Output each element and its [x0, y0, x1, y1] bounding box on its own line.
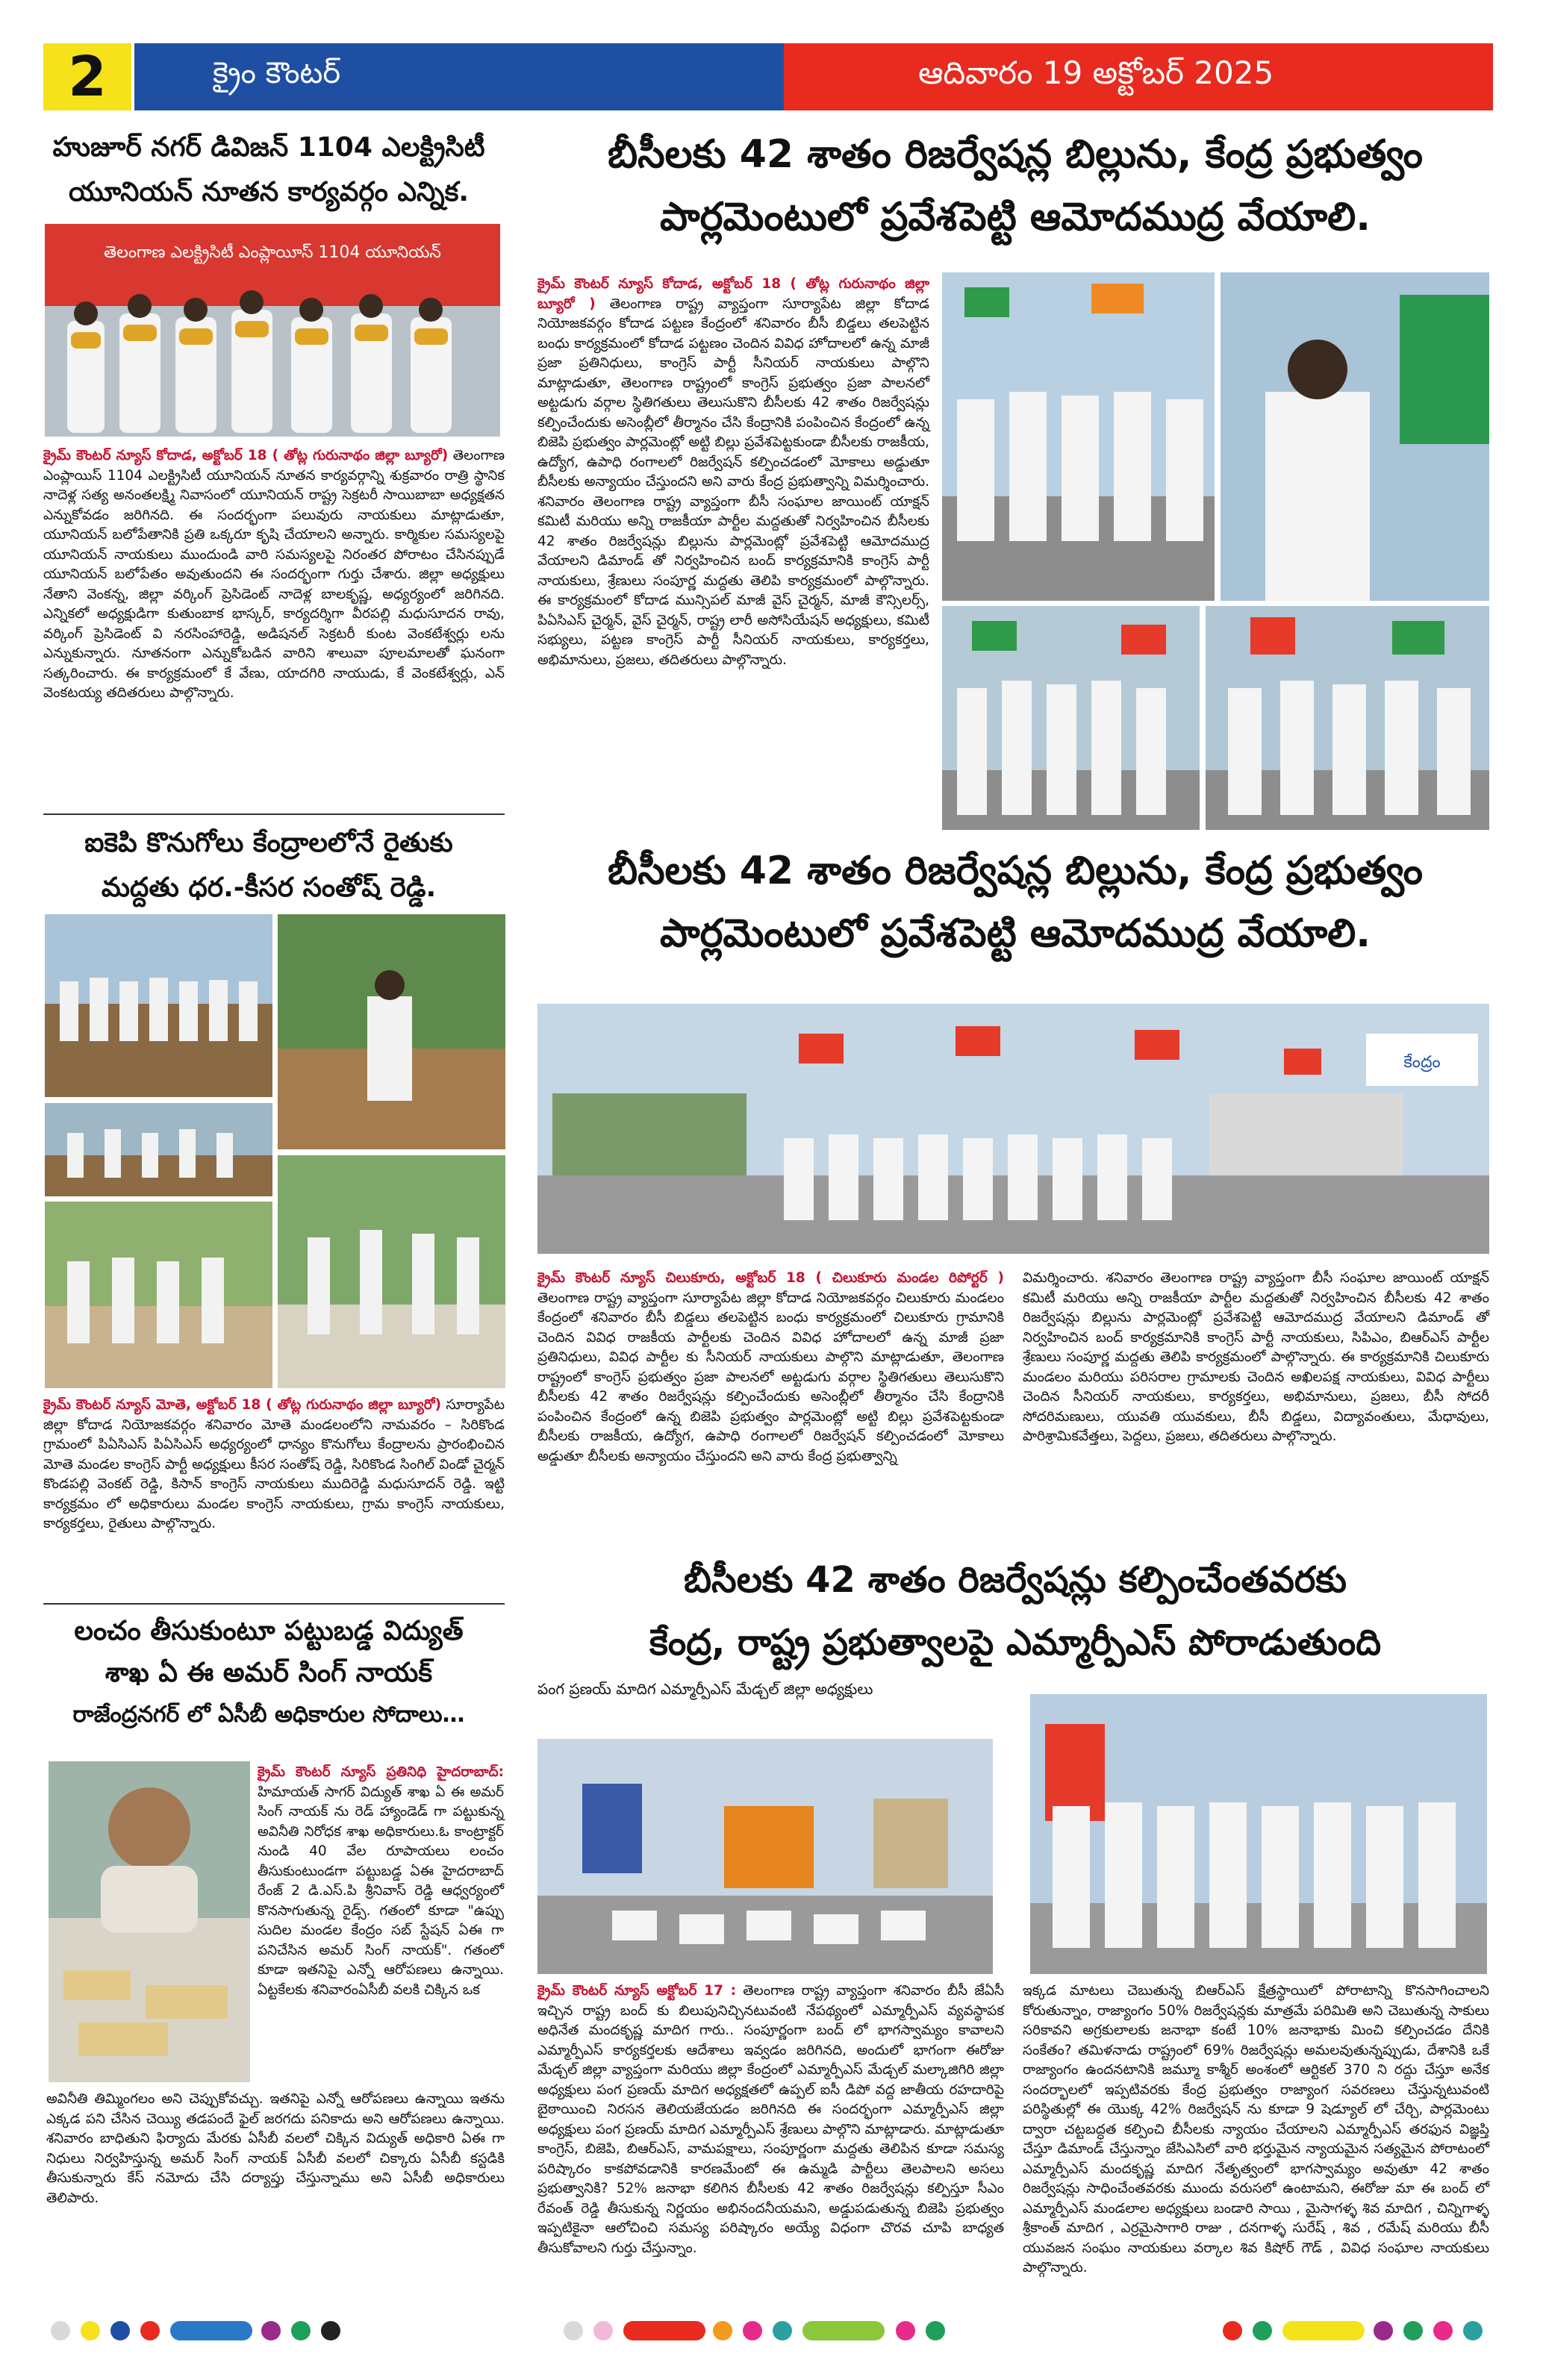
story4-body: తెలంగాణ రాష్ట్ర వ్యాప్తంగా సూర్యాపేట జిల్లా కోదాడ నియోజకవర్గం కోదాడ పట్టణ కేంద్రంలో శనివారం బీసీ బిడ్డలు తలపెట్టిన బంధు కార్యక్రమంలో కోదాడ పట్టణం చెందిన వివిధ హోదాలలో ఉన్న మాజీ ప్రజా ప్రతినిధులు, కాంగ్రెస్ పార్టీ సీనియర్ నాయకులు పాల్గొని మాట్లాడుతూ, తెలంగాణ రాష్ట్రంలో కాంగ్రెస్ ప్రభుత్వం ప్రజా పాలనలో అట్టడుగు వర్గాల స్థితిగతులు తెలుసుకొని బీసీలకు 42 శాతం రిజర్వేషన్లు కల్పించేందుకు అసెంబ్లీలో తీర్మానం చేసి కేంద్రానికి పంపించిన కేంద్రంలో ఉన్న బిజెపి ప్రభుత్వం పార్లమెంట్లో అట్టి బిల్లు ప్రవేశపెట్టకుండా బీసీలకు రాజకీయ, ఉద్యోగ, ఉపాధి రంగాలలో రిజర్వేషన్ కల్పించడంలో మోకాలు అడ్డుతూ బీసీలకు అన్యాయం చేస్తుందని అని వారు కేంద్ర ప్రభుత్వాన్ని విమర్శించారు. శనివారం తెలంగాణ రాష్ట్ర వ్యాప్తంగా బీసీ సంఘాల జాయింట్ యాక్షన్ కమిటీ మరియు అన్ని రాజకీయా పార్టీల మద్దతుతో నిర్వహించిన బీసీలకు 42 శాతం రిజర్వేషన్లు బిల్లును పార్లమెంట్లో ప్రవేశపెట్టి ఆమోదముద్ర వేయాలని డిమాండ్ తో నిర్వహించిన బంద్ కార్యక్రమానికి కాంగ్రెస్ పార్టీ నాయకులు, శ్రేణులు సంపూర్ణ మద్దతు తెలిపి కార్యక్రమంలో పాల్గొన్నారు. ఈ కార్యక్రమంలో కోదాడ మున్సిపల్ మాజీ వైస్ చైర్మన్, మాజీ కౌన్సిలర్స్, పిఏసిఎస్ చైర్మన్, వైస్ చైర్మన్, రాష్ట్ర లారీ అసోసియేషన్ అధ్యక్షులు, కమిటీ సభ్యులు, పట్టణ కాంగ్రెస్ పార్టీ సీనియర్ నాయకులు, కార్యకర్తలు, అభిమానులు, ప్రజలు, తదితరులు పాల్గొన్నారు.: [537, 296, 929, 668]
story2-text: [43, 1396, 505, 1534]
story5-dateline: క్రైమ్ కౌంటర్ న్యూస్ చిలుకూరు, అక్టోబర్ 18 ( చిలుకూరు మండల రిపోర్టర్ ): [537, 1270, 1004, 1286]
story5-body-left: తెలంగాణ రాష్ట్ర వ్యాప్తంగా సూర్యాపేట జిల్లా కోదాడ నియోజకవర్గం చిలుకూరు మండలం కేంద్రంలో శనివారం బీసీ బిడ్డలు తలపెట్టిన బంధు కార్యక్రమంలో చిలుకూరు గ్రామానికి చెందిన వివిధ రాజకీయ పార్టీలకు చెందిన వివిధ హోదాలలో ఉన్న మాజీ ప్రజా ప్రతినిధులు, వివిధ పార్టీల కు సీనియర్ నాయకులు పాల్గొని మాట్లాడుతూ, తెలంగాణ రాష్ట్రంలో కాంగ్రెస్ ప్రభుత్వం ప్రజా పాలనలో అట్టడుగు వర్గాల స్థితిగతులు తెలుసుకొని బీసీలకు 42 శాతం రిజర్వేషన్లు కల్పించేందుకు అసెంబ్లీలో తీర్మానం చేసి కేంద్రానికి పంపించిన కేంద్రంలో ఉన్న బిజెపి ప్రభుత్వం పార్లమెంట్లో అట్టి బిల్లు ప్రవేశపెట్టకుండా బీసీలకు రాజకీయ, ఉద్యోగ, ఉపాధి రంగాలలో రిజర్వేషన్ కల్పించడంలో మోకాలు అడ్డుతూ బీసీలకు అన్యాయం చేస్తుందని అని వారు కేంద్ర ప్రభుత్వాన్ని: [537, 1290, 1004, 1464]
story6-headline-line2: కేంద్ర, రాష్ట్ర ప్రభుత్వాలపై ఎమ్మార్పీఎస్ పోరాడుతుంది: [649, 1622, 1382, 1664]
story3-photo: [49, 1761, 250, 2082]
story2-photo-2: [278, 914, 505, 1149]
story1-headline-line2: యూనియన్ నూతన కార్యవర్గం ఎన్నిక.: [68, 177, 470, 207]
story6-left-text: [537, 1981, 1004, 2258]
story4-headline-line2: పార్లమెంటులో ప్రవేశపెట్టి ఆమోదముద్ర వేయాలి.: [659, 195, 1371, 240]
story6-dateline: క్రైమ్ కౌంటర్ న్యూస్ అక్టోబర్ 17 :: [537, 1983, 737, 1999]
story2-photo-3: [45, 1103, 272, 1196]
story1-headline-line1: హుజూర్ నగర్ డివిజన్ 1104 ఎలక్ట్రిసిటీ: [52, 132, 485, 163]
story6-photo-2: [1030, 1694, 1487, 1974]
story2-headline-line2: మద్దతు ధర.-కీసర సంతోష్ రెడ్డి.: [101, 872, 437, 903]
masthead-date: ఆదివారం 19 అక్టోబర్ 2025: [784, 43, 1493, 110]
story5-photo: [537, 1004, 1489, 1254]
story1-photo: [45, 224, 500, 437]
story6-headline: [530, 1549, 1500, 1674]
story1-headline: [30, 125, 508, 215]
story2-photo-4: [45, 1202, 272, 1388]
story4-photo-1: [942, 272, 1215, 601]
story6-subhead: పంగ ప్రణయ్ మాదిగ ఎమ్మార్పీఎస్ మేడ్చల్ జిల్లా అధ్యక్షులు: [537, 1680, 873, 1698]
story4-headline-line1: బీసీలకు 42 శాతం రిజర్వేషన్ల బిల్లును, కేంద్ర ప్రభుత్వం: [608, 132, 1423, 177]
story5-headline-line1: బీసీలకు 42 శాతం రిజర్వేషన్ల బిల్లును, కేంద్ర ప్రభుత్వం: [608, 849, 1423, 893]
story4-photo-4: [1206, 606, 1489, 830]
story6-right-text: ఇక్కడ మాటలు చెబుతున్న బిఆర్ఎస్ క్షేత్రస్థాయిలో పోరాటాన్ని కొనసాగించాలని కోరుతున్నాం, రాజ్యాంగం 50% రిజర్వేషన్లకు మాత్రమే పరిమితి అని చెబుతున్న సాకులు సరికావని అగ్రకులాలకు జనాభా కంటే 10% జనాభాకు మించి కల్పించడం దేనికి సంకేతం? తమిళనాడు రాష్ట్రంలో 69% రిజర్వేషన్లు అమలవుతున్నప్పుడు, దేశానికి ఒకే రాజ్యాంగం ఉందనటానికి జమ్మూ కాశ్మీర్ అంశంలో ఆర్టికల్ 370 ని రద్దు చేస్తూ అనేక సందర్భాలలో ఇప్పటివరకు కేంద్ర ప్రభుత్వం రాజ్యాంగ సవరణలు చేస్తున్నటువంటి పరిస్థితుల్లో ఈ యొక్క 42% రిజర్వేషన్ ను కూడా 9 షెడ్యూల్ లో చేర్చి, పార్లమెంటు ద్వారా చట్టబద్ధత కల్పించి బీసీలకు న్యాయం చేయాలని ఎమ్మార్పీఎస్ తరఫున విజ్ఞప్తి చేస్తూ డిమాండ్ చేస్తున్నాం జేసిఎసిలో వారి భర్తుమైన న్యాయమైన సత్యమైన పోరాటంలో ఎమ్మార్పీఎస్ మందకృష్ణ మాదిగ నేతృత్వంలో భాగస్వామ్యం అవుతూ 42 శాతం రిజర్వేషన్లు సాధించేంతవరకు ముందు వరుసలో ఉంటామని, ఈరోజు మా ఈ బంద్ లో ఎమ్మార్పీఎస్ మండలాల అధ్యక్షులు బండారి సాయి , మైసాగళ్ళ శివ మాదిగ , చిన్నిగాళ్ళ శ్రీకాంత్ మాదిగ , ఎర్రమైసాగారి రాజు , దనగాళ్ళ సురేష్ , శివ , రమేష్ మరియు బీసీ యువజన సంఘం నాయకులు వర్కాల శివ కిషోర్ గౌడ్ , వివిధ సంఘాల నాయకులు పాల్గొన్నారు.: [1023, 1983, 1489, 2276]
story1-dateline: క్రైమ్ కౌంటర్ న్యూస్ కోదాడ, అక్టోబర్ 18 ( తోట్ల గురునాథం జిల్లా బ్యూరో): [43, 448, 449, 463]
story3-headline-line3: రాజేంద్రనగర్ లో ఏసీబీ అధికారుల సోదాలు…: [72, 1702, 465, 1728]
story3-headline: [30, 1611, 508, 1736]
story5-right-text: విమర్శించారు. శనివారం తెలంగాణ రాష్ట్ర వ్యాప్తంగా బీసీ సంఘాల జాయింట్ యాక్షన్ కమిటీ మరియు అన్ని రాజకీయా పార్టీల మద్దతుతో నిర్వహించిన బీసీలకు 42 శాతం రిజర్వేషన్లు బిల్లును పార్లమెంట్లో ప్రవేశపెట్టి ఆమోదముద్ర వేయాలని డిమాండ్ తో నిర్వహించిన బంద్ కార్యక్రమానికి కాంగ్రెస్ పార్టీ నాయకులు, సిపిఎం, బిఆర్ఎస్ పార్టీల శ్రేణులు సంపూర్ణ మద్దతు తెలిపి కార్యక్రమంలో పాల్గొన్నారు. ఈ కార్యక్రమానికి చిలుకూరు మండలం మరియు పరిసరాల గ్రామాలకు చెందిన అఖిలపక్ష నాయకులు, వివిధ పార్టీలు చెందిన సీనియర్ నాయకులు, కార్యకర్తలు, అభిమానులు, ప్రజలు, బీసీ సోదరీ సోదరిమణులు, యువతి యువకులు, బీసీ బిడ్డలు, విద్యావంతులు, మేధావులు, పారిశ్రామికవేత్తలు, పెద్దలు, ప్రజలు, తదితరులు పాల్గొన్నారు.: [1023, 1270, 1489, 1444]
divider: [43, 1603, 505, 1605]
story6-headline-line1: బీసీలకు 42 శాతం రిజర్వేషన్లు కల్పించేంతవరకు: [684, 1559, 1347, 1601]
story1-text: [43, 446, 505, 704]
story1-photo-image: [45, 224, 500, 437]
story5-headline-line2: పార్లమెంటులో ప్రవేశపెట్టి ఆమోదముద్ర వేయాలి.: [659, 911, 1371, 956]
story2-headline-line1: ఐకెపి కొనుగోలు కేంద్రాలలోనే రైతుకు: [84, 828, 453, 858]
story6-body-left: తెలంగాణ రాష్ట్ర వ్యాప్తంగా శనివారం బీసీ జేఏసీ ఇచ్చిన రాష్ట్ర బంద్ కు బిలుపునిచ్చినటువంటి నేపథ్యంలో ఎమ్మార్పీఎస్ వ్యవస్థాపక అధినేత మందకృష్ణ మాదిగ గారు.. సంపూర్ణంగా బంద్ లో భాగస్వామ్యం కావాలని ఎమ్మార్పీఎస్ కార్యకర్తలకు ఆదేశాలు ఇవ్వడం జరిగినది, అందులో భాగంగా ఈరోజు మేడ్చల్ జిల్లా వ్యాప్తంగా మరియు జిల్లా కేంద్రంలో ఎమ్మార్పీఎస్ మేడ్చల్ మల్కాజిగిరి జిల్లా అధ్యక్షులు పంగ ప్రణయ్ మాదిగ అధ్యక్షతలో ఉప్పల్ ఐసీ డిపో వద్ద జాతీయ రహదారిపై బైఠాయించి నిరసన తెలియజేయడం జరిగినది ఈ సందర్భంగా ఎమ్మార్పీఎస్ జిల్లా అధ్యక్షులు పంగ ప్రణయ్ మాదిగ ఎమ్మార్పీఎస్ శ్రేణులు పాల్గొని మాట్లాడారు. మాట్లాడుతూ కాంగ్రెస్, బిజెపి, బిఆర్ఎస్, వామపక్షాలు, సంపూర్ణంగా మద్దతు తెలిపిన కూడా సమస్య పరిష్కారం కాకపోవడానికి కారణమేంటో ఈ ఉమ్మడి పార్టీలు తెలపాలని అసలు ప్రభుత్వానికి? 52% జనాభా కలిగిన బీసీలకు 42 శాతం రిజర్వేషన్లు కల్పిస్తూ సీఎం రేవంత్ రెడ్డి తీసుకున్న నిర్ణయం అభినందనీయమని, అడ్డుపడుతున్న బిజెపి ప్రభుత్వం ఇప్పటికైనా ఆలోచించి సమస్య పరిష్కారం అయ్యే విధంగా చొరవ చూపి బాధ్యత తీసుకోవాలని గుర్తు చేస్తున్నాం.: [537, 1983, 1004, 2256]
story4-photo-3: [942, 606, 1200, 830]
color-registration-bar: [0, 2321, 1543, 2351]
story5-photo-sign: కేంద్రం: [1403, 1053, 1441, 1072]
story3-headline-line1: లంచం తీసుకుంటూ పట్టుబడ్డ విద్యుత్: [74, 1616, 464, 1646]
page-number: 2: [43, 43, 131, 110]
story5-headline: [530, 840, 1500, 965]
story5-left-text: [537, 1269, 1004, 1467]
story4-dateline: క్రైమ్ కౌంటర్ న్యూస్ కోదాడ, అక్టోబర్ 18 ( తోట్ల గురునాథం జిల్లా బ్యూరో ): [537, 276, 929, 312]
story1-body: తెలంగాణ ఎంప్లాయిస్ 1104 ఎలక్ట్రిసిటీ యూనియన్ నూతన కార్యవర్గాన్ని శుక్రవారం రాత్రి స్థానిక నాదెళ్ల సత్య అనంతలక్ష్మి నివాసంలో యూనియన్ రాష్ట్ర సెక్రటరీ సాయిబాబా అధ్యక్షతన ఎన్నుకోవడం జరిగినది. ఈ సందర్భంగా పలువురు నాయకులు మాట్లాడుతూ, యూనియన్ బలోపేతానికి ప్రతి ఒక్కరూ కృషి చేయాలని అన్నారు. కార్మికుల సమస్యలపై యూనియన్ నాయకులు ముందుండి వారి సమస్యలపై నిరంతర పోరాటం చేసినప్పుడే యూనియన్ బలోపేతం అవుతుందని ఈ సందర్భంగా గుర్తు చేశారు. జిల్లా అధ్యక్షులు నేతాని వెంకన్న, జిల్లా వర్కింగ్ ప్రెసిడెంట్ నాదెళ్ల బాలకృష్ణ, అధ్యర్యంలో జరిగినది. ఎన్నికలో అధ్యక్షుడిగా కుతుంబాక భాస్కర్, కార్యదర్శిగా వీరపల్లి మధుసూదన రావు, వర్కింగ్ ప్రెసిడెంట్ వి నరసింహారెడ్డి, అడిషనల్ సెక్రటరీ కుంట వెంకటేశ్వర్లు లను ఎన్నుకున్నారు. నూతనంగా ఎన్నుకోబడిన వారిని శాలువా పూలమాలతో ఘనంగా సత్కరించారు. ఈ కార్యక్రమంలో కే వేణు, యాదగిరి నాయుడు, కే వెంకటేశ్వర్లు, ఎన్ వెంకటయ్య తదితరులు పాల్గొన్నారు.: [43, 448, 505, 701]
story6-photo-1: [537, 1739, 993, 1974]
story1-banner-text: తెలంగాణ ఎలక్ట్రిసిటీ ఎంప్లాయీస్ 1104 యూనియన్: [104, 243, 441, 262]
story3-side-text: [258, 1763, 504, 2000]
story2-body: సూర్యాపేట జిల్లా కోదాడ నియోజకవర్గం శనివారం మోతె మండలంలోని నామవరం – సిరికొండ గ్రామంలో పిఏసిఎస్ పిఏసిఎస్ అధ్యర్యంలో ధాన్యం కొనుగోలు కేంద్రాలను ప్రారంభించిన మోతె మండల కాంగ్రెస్ పార్టీ అధ్యక్షులు కీసర సంతోష్ రెడ్డి, సిరికొండ సింగిల్ విండో చైర్మన్ కొండపల్లి వెంకట్ రెడ్డి, కిసాన్ కాంగ్రెస్ నాయకులు ముదిరెడ్డి మధుసూదన్ రెడ్డి. ఇట్టి కార్యక్రమం లో అధికారులు మండల కాంగ్రెస్ నాయకులు, గ్రామ కాంగ్రెస్ నాయకులు, కార్యకర్తలు, రైతులు పాల్గొన్నారు.: [43, 1397, 505, 1531]
story4-text: [537, 275, 929, 670]
story2-headline: [30, 821, 508, 911]
story2-dateline: క్రైమ్ కౌంటర్ న్యూస్ మోతె, అక్టోబర్ 18 ( తోట్ల గురునాథం జిల్లా బ్యూరో): [43, 1397, 442, 1413]
story4-photo-2: [1221, 272, 1489, 601]
story4-headline: [530, 123, 1500, 249]
story2-photo-1: [45, 914, 272, 1097]
story2-photo-5: [278, 1155, 505, 1388]
divider: [43, 813, 505, 815]
masthead-paper-name: క్రైం కౌంటర్: [134, 43, 784, 110]
story3-text: అవినీతి తిమ్మింగలం అని చెప్పుకోవచ్చు. ఇతనిపై ఎన్నో ఆరోపణలు ఉన్నాయి ఇతను ఎక్కడ పని చేసిన చెయ్యి తడపందే ఫైల్ జరగదు పనికాదు అని ఆరోపణలు ఉన్నాయి. శనివారం బాధితుని ఫిర్యాదు మేరకు ఏసీబీ వలలో చిక్కిన విద్యుత్ అధికారి ఏఈ గా నిధులు నిర్వహిస్తున్న అమర్ సింగ్ నాయక్ ఏసీబీ వలలో చిక్కారు ఏసీబీ కస్టడికి తీసుకున్నారు కేస్ నమోదు చేసి దర్యాప్తు చేస్తున్నాము అని ఏసీబీ అధికారులు తెలిపారు.: [46, 2091, 505, 2206]
story3-headline-line2: శాఖ ఏ ఈ అమర్ సింగ్ నాయక్: [105, 1658, 433, 1688]
story3-dateline: క్రైమ్ కౌంటర్ న్యూస్ ప్రతినిధి హైదరాబాద్:: [258, 1764, 504, 1780]
story3-body-side: హిమాయత్ సాగర్ విద్యుత్ శాఖ ఏ ఈ అమర్ సింగ్ నాయక్ ను రెడ్ హ్యాండెడ్ గా పట్టుకున్న అవినీతి నిరోధక శాఖ అధికారులు.ఓ కాంట్రాక్టర్ నుండి 40 వేల రూపాయలు లంచం తీసుకుంటుండగా పట్టుబడ్డ ఏఈ హైదరాబాద్ రేంజ్ 2 డి.ఎస్.పి శ్రీనివాస్ రెడ్డి ఆధ్వర్యంలో కొనసాగుతున్న రైడ్స్. గతంలో కూడా "ఉప్పు సుదిల మండల కేంద్రం సబ్ స్టేషన్ ఏఈ గా పనిచేసిన అమర్ సింగ్ నాయక్". గతంలో కూడా ఇతనిపై ఎన్నో ఆరోపణలు ఉన్నాయి. ఏట్టకేలకు శనివారంఏసీబీ వలకి చిక్కిన ఒక: [258, 1784, 504, 1998]
